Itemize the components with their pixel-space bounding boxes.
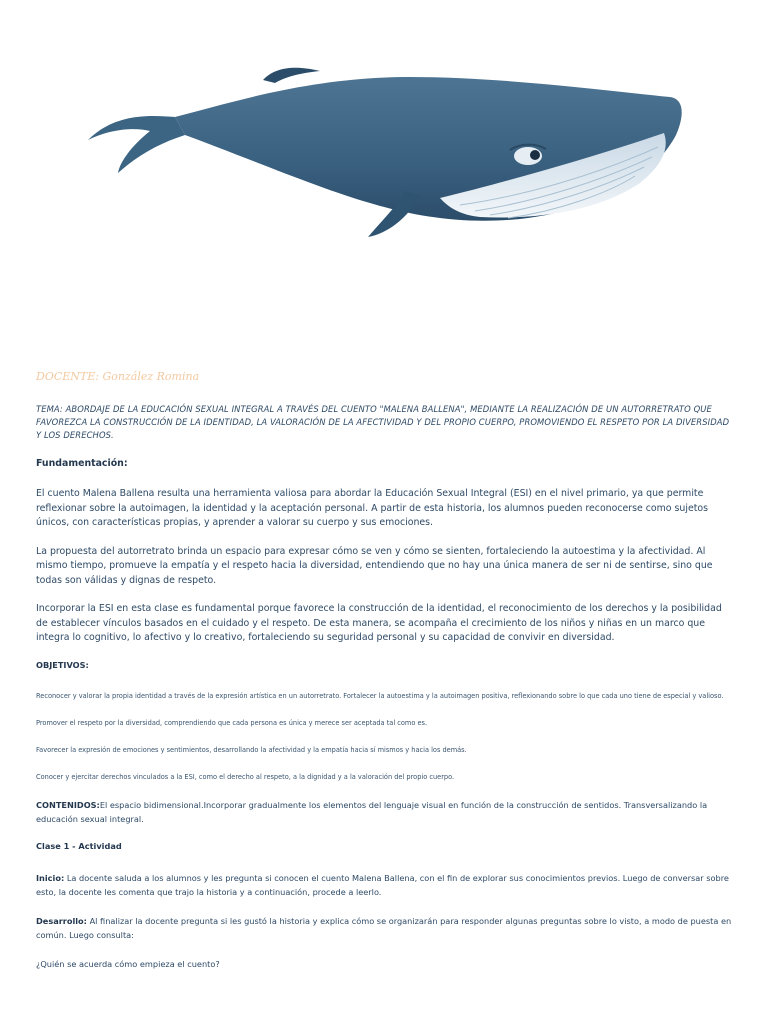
inicio-text: La docente saluda a los alumnos y les pregunta si conocen el cuento Malena Ballena, con el fin de explorar sus conocimientos previos. Luego de conversar sobre esto, la docente les comenta que trajo la historia y a continuación, procede a leerlo.: [36, 872, 729, 897]
docente-line: DOCENTE: González Romina: [36, 370, 200, 383]
desarrollo-text: Al finalizar la docente pregunta si les gustó la historia y explica cómo se organizarán para responder algunas preguntas sobre lo visto, a modo de puesta en común. Luego consulta:: [36, 915, 732, 940]
desarrollo-label: Desarrollo:: [36, 915, 87, 926]
desarrollo-paragraph: [36, 914, 734, 943]
contenidos-label: CONTENIDOS:: [36, 799, 100, 810]
inicio-paragraph: [36, 871, 734, 900]
whale-illustration: [80, 55, 690, 255]
contenidos-paragraph: [36, 798, 734, 827]
objetivo-item-2: Promover el respeto por la diversidad, comprendiendo que cada persona es única y merece ser aceptada tal como es.: [36, 718, 428, 727]
objetivos-heading: OBJETIVOS:: [36, 659, 89, 670]
fundamentacion-paragraph-1: El cuento Malena Ballena resulta una herramienta valiosa para abordar la Educación Sexual Integral (ESI) en el nivel primario, ya que permite reflexionar sobre la autoimagen, la identidad y la aceptación personal. A partir de esta historia, los alumnos pueden reconocerse como sujetos únicos, con características propias, y aprender a valorar su cuerpo y sus emociones.: [36, 488, 709, 528]
pregunta-line: ¿Quién se acuerda cómo empieza el cuento?: [36, 958, 220, 969]
fundamentacion-heading: Fundamentación:: [36, 458, 128, 469]
fundamentacion-paragraph-3: Incorporar la ESI en esta clase es fundamental porque favorece la construcción de la identidad, el reconocimiento de los derechos y la posibilidad de establecer vínculos basados en el cuidado y el respeto. De esta manera, se acompaña el crecimiento de los niños y niñas en un marco que integra lo cognitivo, lo afectivo y lo creativo, fortaleciendo su seguridad personal y su capacidad de convivir en diversidad.: [36, 603, 722, 643]
objetivo-item-1: Reconocer y valorar la propia identidad a través de la expresión artística en un autorretrato. Fortalecer la autoestima y la autoimagen positiva, reflexionando sobre lo que cada uno tiene de especial y valioso.: [36, 691, 724, 700]
objetivo-item-3: Favorecer la expresión de emociones y sentimientos, desarrollando la afectividad y la empatía hacia sí mismos y hacia los demás.: [36, 745, 467, 754]
objetivo-item-4: Conocer y ejercitar derechos vinculados a la ESI, como el derecho al respeto, a la dignidad y a la valoración del propio cuerpo.: [36, 772, 455, 781]
clase-heading: Clase 1 - Actividad: [36, 840, 122, 851]
fundamentacion-paragraph-2: La propuesta del autorretrato brinda un espacio para expresar cómo se ven y cómo se sienten, fortaleciendo la autoestima y la afectividad. Al mismo tiempo, promueve la empatía y el respeto hacia la diversidad, entendiendo que no hay una única manera de ser ni de sentirse, sino que todas son válidas y dignas de respeto.: [36, 545, 713, 586]
inicio-label: Inicio:: [36, 872, 65, 883]
whale-dorsal-fin: [263, 68, 320, 83]
whale-tail: [88, 116, 185, 173]
contenidos-text: El espacio bidimensional.Incorporar gradualmente los elementos del lenguaje visual en función de la construcción de sentidos. Transversalizando la educación sexual integral.: [36, 799, 708, 824]
document-body: [36, 370, 734, 985]
tema-line: TEMA: ABORDAJE DE LA EDUCACIÓN SEXUAL INTEGRAL A TRAVÉS DEL CUENTO "MALENA BALLENA", MEDIANTE LA REALIZACIÓN DE UN AUTORRETRATO QUE FAVOREZCA LA CONSTRUCCIÓN DE LA IDENTIDAD, LA VALORACIÓN DE LA AFECTIVIDAD Y DEL PROPIO CUERPO, PROMOVIENDO EL RESPETO POR LA DIVERSIDAD Y LOS DERECHOS.: [36, 404, 730, 440]
